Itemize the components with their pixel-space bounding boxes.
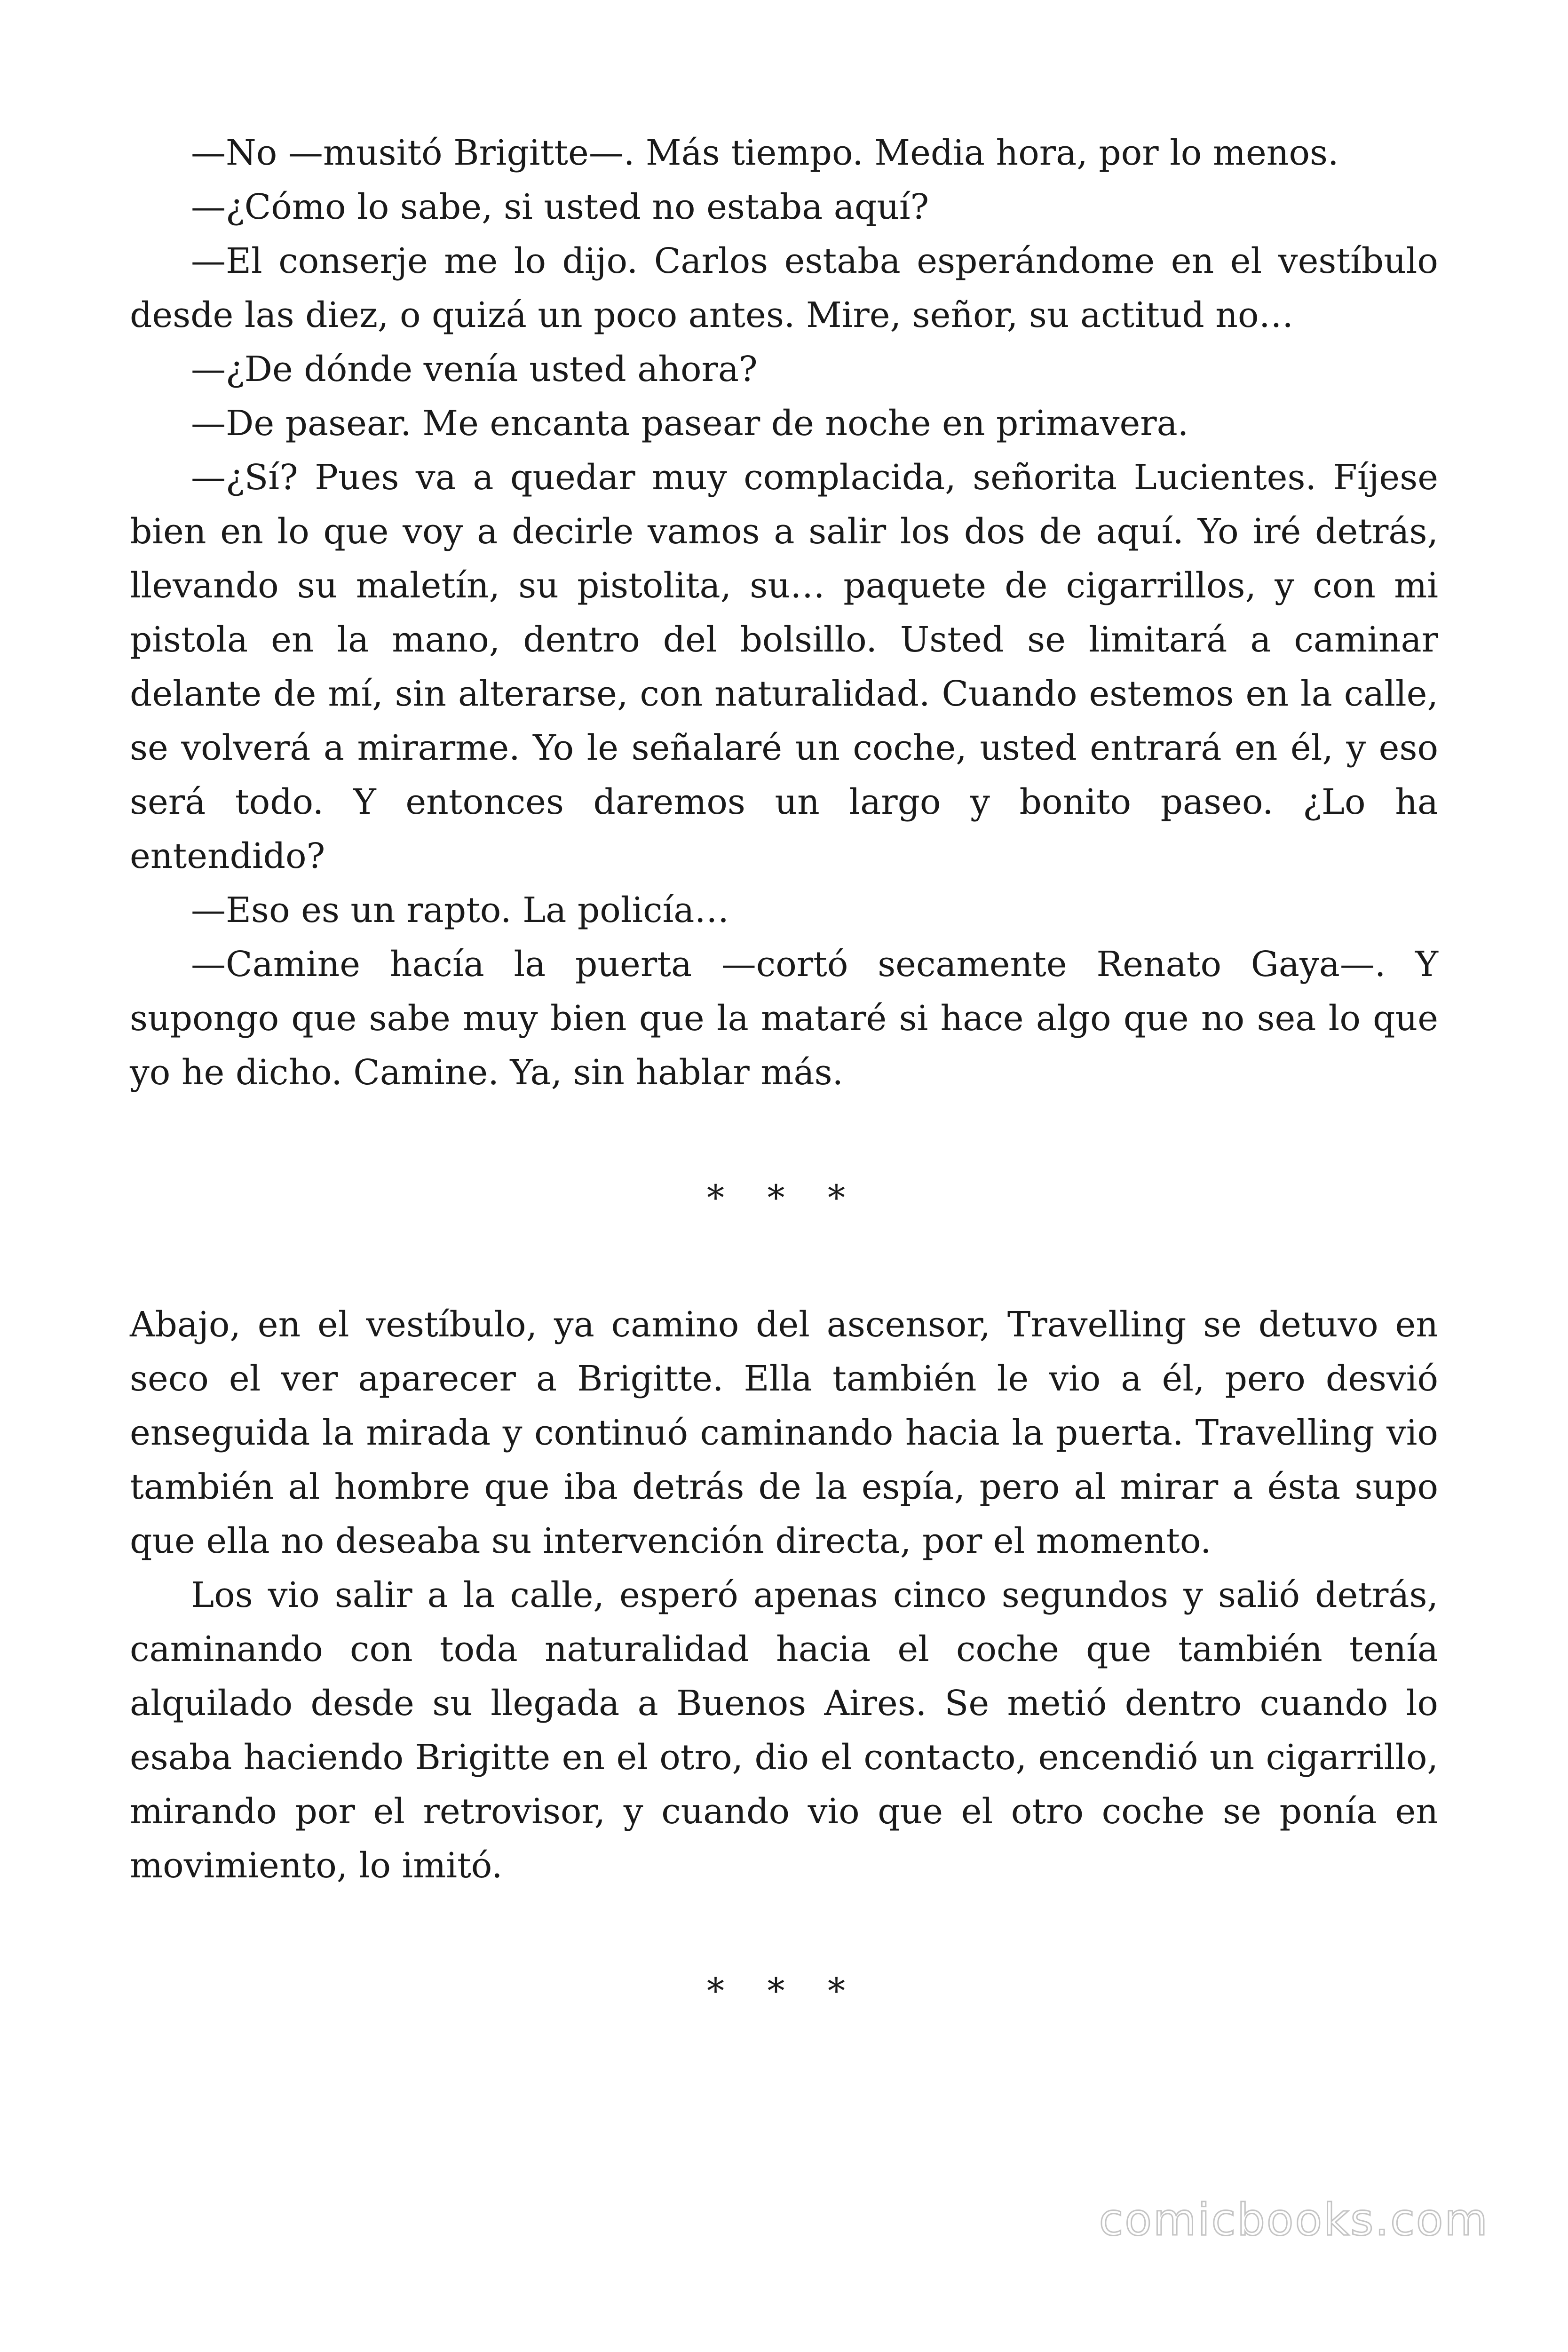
- paragraph: —Eso es un rapto. La policía…: [191, 890, 729, 930]
- scene-separator: * * *: [706, 1178, 862, 1218]
- paragraph: —El conserje me lo dijo. Carlos estaba esperándome en el vestíbulo desde las diez, o quizá un poco antes. Mire, señor, su actitud no…: [130, 241, 1438, 335]
- paragraph: —¿Sí? Pues va a quedar muy complacida, señorita Lucientes. Fíjese bien en lo que voy a decirle vamos a salir los dos de aquí. Yo iré detrás, llevando su maletín, su pistolita, su… paquete de cigarrillos, y con mi pistola en la mano, dentro del bolsillo. Usted se limitará a caminar delante de mí, sin alterarse, con naturalidad. Cuando estemos en la calle, se volverá a mirarme. Yo le señalaré un coche, usted entrará en él, y eso será todo. Y entonces daremos un largo y bonito paseo. ¿Lo ha entendido?: [130, 457, 1438, 876]
- paragraph: Abajo, en el vestíbulo, ya camino del ascensor, Travelling se detuvo en seco el ver aparecer a Brigitte. Ella también le vio a él, pero desvió enseguida la mirada y continuó caminando hacia la puerta. Travelling vio también al hombre que iba detrás de la espía, pero al mirar a ésta supo que ella no deseaba su intervención directa, por el momento.: [130, 1304, 1438, 1561]
- paragraph: —No —musitó Brigitte—. Más tiempo. Media hora, por lo menos.: [191, 133, 1339, 173]
- paragraph: —Camine hacía la puerta —cortó secamente Renato Gaya—. Y supongo que sabe muy bien que la mataré si hace algo que no sea lo que yo he dicho. Camine. Ya, sin hablar más.: [130, 944, 1438, 1093]
- paragraph: —¿Cómo lo sabe, si usted no estaba aquí?: [191, 187, 929, 227]
- page-body: [130, 126, 1438, 2018]
- paragraph: —¿De dónde venía usted ahora?: [191, 349, 758, 389]
- scene-separator: * * *: [706, 1971, 862, 2011]
- paragraph: —De pasear. Me encanta pasear de noche en primavera.: [191, 403, 1189, 444]
- watermark: comicbooks.com: [1099, 2194, 1489, 2246]
- paragraph: Los vio salir a la calle, esperó apenas cinco segundos y salió detrás, caminando con toda naturalidad hacia el coche que también tenía alquilado desde su llegada a Buenos Aires. Se metió dentro cuando lo esaba haciendo Brigitte en el otro, dio el contacto, encendió un cigarrillo, mirando por el retrovisor, y cuando vio que el otro coche se ponía en movimiento, lo imitó.: [130, 1575, 1438, 1886]
